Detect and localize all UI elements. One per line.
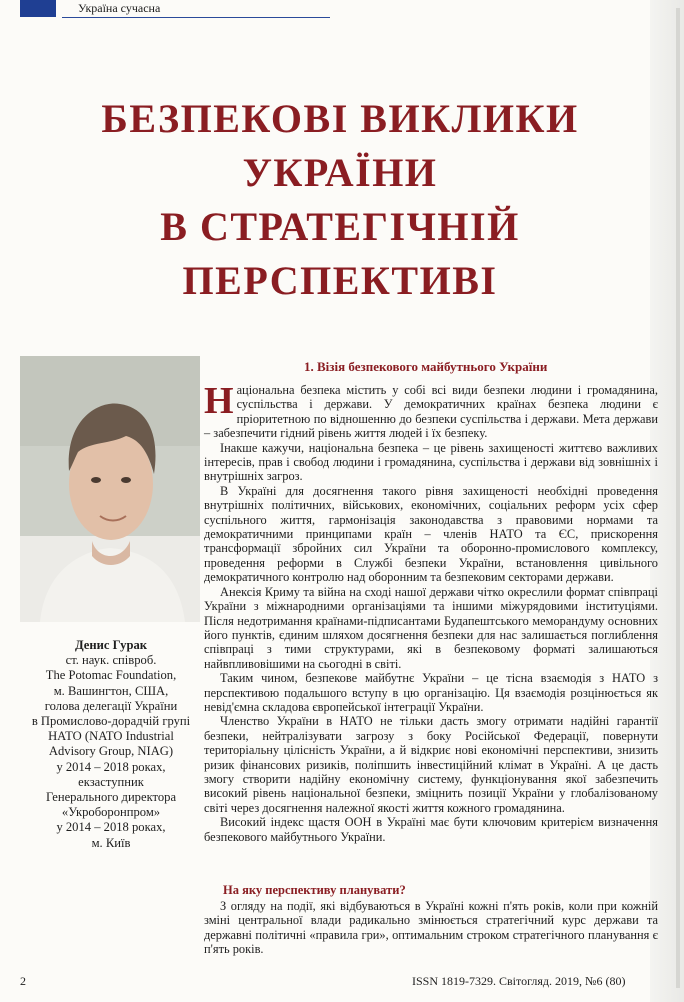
author-line: ст. наук. співроб. [65,653,157,668]
page-edge-strip [676,8,680,988]
drop-cap: Н [204,380,234,422]
author-line: Генерального директора [45,790,177,805]
author-line: The Potomac Foundation, [45,668,177,683]
author-line: м. Вашингтон, США, [53,683,169,698]
article-body [204,380,658,844]
author-line: голова делегації України [44,698,178,713]
author-line: «Укроборонпром» [61,805,161,820]
author-portrait-image [20,356,200,622]
author-line: м. Київ [91,835,131,850]
author-line: Advisory Group, NIAG) [48,744,174,759]
section-label: Україна сучасна [78,1,161,15]
section-heading: 1. Візія безпекового майбутнього України [304,359,548,374]
title-line: БЕЗПЕКОВІ ВИКЛИКИ [101,96,579,141]
title-line: УКРАЇНИ [242,150,438,195]
author-line: у 2014 – 2018 роках, [56,820,166,835]
paragraph: Високий індекс щастя ООН в Україні має бути ключовим критерієм визначення безпекового майбутнього України. [204,815,658,844]
page-number: 2 [20,974,26,988]
author-line: в Промислово-дорадчій групі [31,714,191,729]
paragraph [204,380,658,441]
title-line: ПЕРСПЕКТИВІ [182,258,498,303]
header-color-block [20,0,56,17]
subheading: На яку перспективу планувати? [223,883,406,897]
paragraph: Членство України в НАТО не тільки дасть змогу отримати надійні гарантії безпеки, нейтралізувати загрозу з боку Російської Федерації, повернути територіальну цілісність України, а й відкриє нові економічні перспективи, знизить ризик фінансових ризиків, поліпшить інвестиційний клімат в Україні. А це дасть змогу створити надійну економічну систему, функціонування якої забезпечить високий рівень національної безпеки, зміцнить позиції України у глобалізованому світі через досягнення належної якості життя кожного громадянина. [204,714,658,815]
footer-issn: ISSN 1819-7329. Світогляд. 2019, №6 (80) [412,974,626,988]
article-title [60,92,620,308]
author-line: у 2014 – 2018 роках, [56,759,166,774]
paragraph: Інакше кажучи, національна безпека – це рівень захищеності життєво важливих інтересів, прав і свобод людини і громадянина, суспільства і держави від зовнішніх і внутрішніх загроз. [204,440,658,484]
paragraph-text: аціональна безпека містить у собі всі види безпеки людини і громадянина, суспільства і держави. У демократичних країнах безпека людини є пріоритетною по відношенню до безпеки суспільства і держави. Мета держави – забезпечити гідний рівень життя людей і їх безпеку. [204,383,658,441]
paragraph: Анексія Криму та війна на сході нашої держави чітко окреслили формат співпраці України з міжнародними організаціями та іншими міжурядовими інституціями. Після недотримання країнами-підписантами Будапештського меморандуму основних його пунктів, єдиним шляхом досягнення безпеки для нас залишається поглиблення співпраці з тими структурами, які в безпековому форматі залишаються найвпливовішими на сьогодні в світі. [204,584,658,671]
paragraph: В Україні для досягнення такого рівня захищеності необхідні проведення внутрішніх політичних, військових, економічних, соціальних реформ усіх сфер суспільного життя, гармонізація законодавства з правовими нормами та демократичними принципами країн – членів НАТО та ЄС, прискорення трансформації збройних сил України та оборонно-промислового комплексу, проведення реформи в Службі безпеки України, встановлення цивільного демократичного контролю над оборонним та безпековим секторами держави. [204,483,658,585]
title-line: В СТРАТЕГІЧНІЙ [160,204,520,249]
author-caption [18,638,204,851]
author-line: НАТО (NATO Industrial [48,729,174,744]
header-rule [62,17,330,18]
paragraph: Таким чином, безпекове майбутнє України – це тісна взаємодія з НАТО з перспективою подальшого вступу в цю організацію. Ця взаємодія розцінюється як невід'ємна складова європейської інтеграції України. [204,671,658,714]
author-photo [20,356,200,622]
article-body-continued [204,899,658,957]
author-name: Денис Гурак [74,638,148,652]
paragraph: З огляду на події, які відбуваються в Україні кожні п'ять років, коли при кожній зміні центральної влади радикально змінюється стратегічний курс держави та державні політичні «правила гри», оптимальним строком стратегічного планування є п'ять років. [204,899,658,957]
author-line: екзаступник [78,774,144,789]
